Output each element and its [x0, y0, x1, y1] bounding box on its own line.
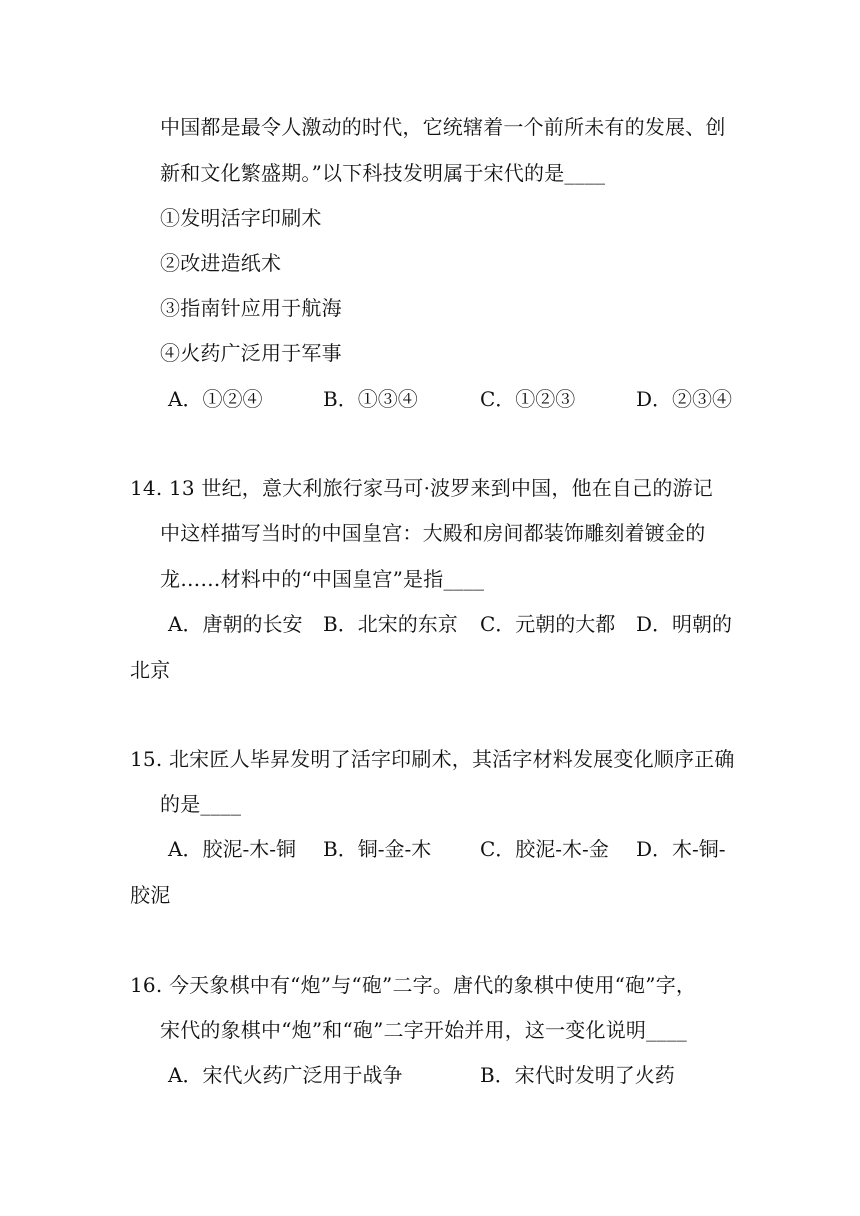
q13-item-2: ②改进造纸术: [160, 251, 282, 275]
q13-stem-line-1: 中国都是最令人激动的时代，它统辖着一个前所未有的发展、创: [160, 115, 726, 139]
q13-option-a: A．①②④: [168, 387, 263, 411]
q16-option-b: B．宋代时发明了火药: [480, 1063, 675, 1087]
q14-option-a: A．唐朝的长安: [168, 612, 303, 636]
q13-option-c: C．①②③: [480, 387, 576, 411]
q13-option-b: B．①③④: [323, 387, 418, 411]
q15-option-c: C．胶泥-木-金: [480, 837, 609, 861]
q15-stem-line-1: 15. 北宋匠人毕昇发明了活字印刷术，其活字材料发展变化顺序正确: [130, 747, 735, 771]
q13-item-1: ①发明活字印刷术: [160, 206, 322, 230]
q14-stem-line-3: 龙……材料中的“中国皇宫”是指____: [160, 567, 485, 591]
q14-option-d: D．明朝的: [636, 612, 733, 636]
q15-stem-line-2: 的是____: [160, 792, 242, 816]
q16-option-a: A．宋代火药广泛用于战争: [168, 1063, 403, 1087]
q14-option-wrap: 北京: [130, 658, 171, 682]
q15-option-d: D．木-铜-: [636, 837, 726, 861]
q15-option-b: B．铜-金-木: [323, 837, 432, 861]
q13-item-3: ③指南针应用于航海: [160, 296, 342, 320]
q14-option-b: B．北宋的东京: [323, 612, 458, 636]
q16-stem-line-2: 宋代的象棋中“炮”和“砲”二字开始并用，这一变化说明____: [160, 1018, 687, 1042]
q14-option-c: C．元朝的大都: [480, 612, 616, 636]
q15-option-wrap: 胶泥: [130, 883, 171, 907]
q14-stem-line-2: 中这样描写当时的中国皇宫：大殿和房间都装饰雕刻着镀金的: [160, 521, 706, 545]
q13-option-d: D．②③④: [636, 387, 733, 411]
q13-item-4: ④火药广泛用于军事: [160, 341, 342, 365]
q16-stem-line-1: 16. 今天象棋中有“炮”与“砲”二字。唐代的象棋中使用“砲”字，: [130, 973, 697, 997]
q15-option-a: A．胶泥-木-铜: [168, 837, 296, 861]
q13-stem-line-2: 新和文化繁盛期。”以下科技发明属于宋代的是____: [160, 161, 606, 185]
q14-stem-line-1: 14. 13 世纪，意大利旅行家马可·波罗来到中国，他在自己的游记: [130, 476, 713, 500]
